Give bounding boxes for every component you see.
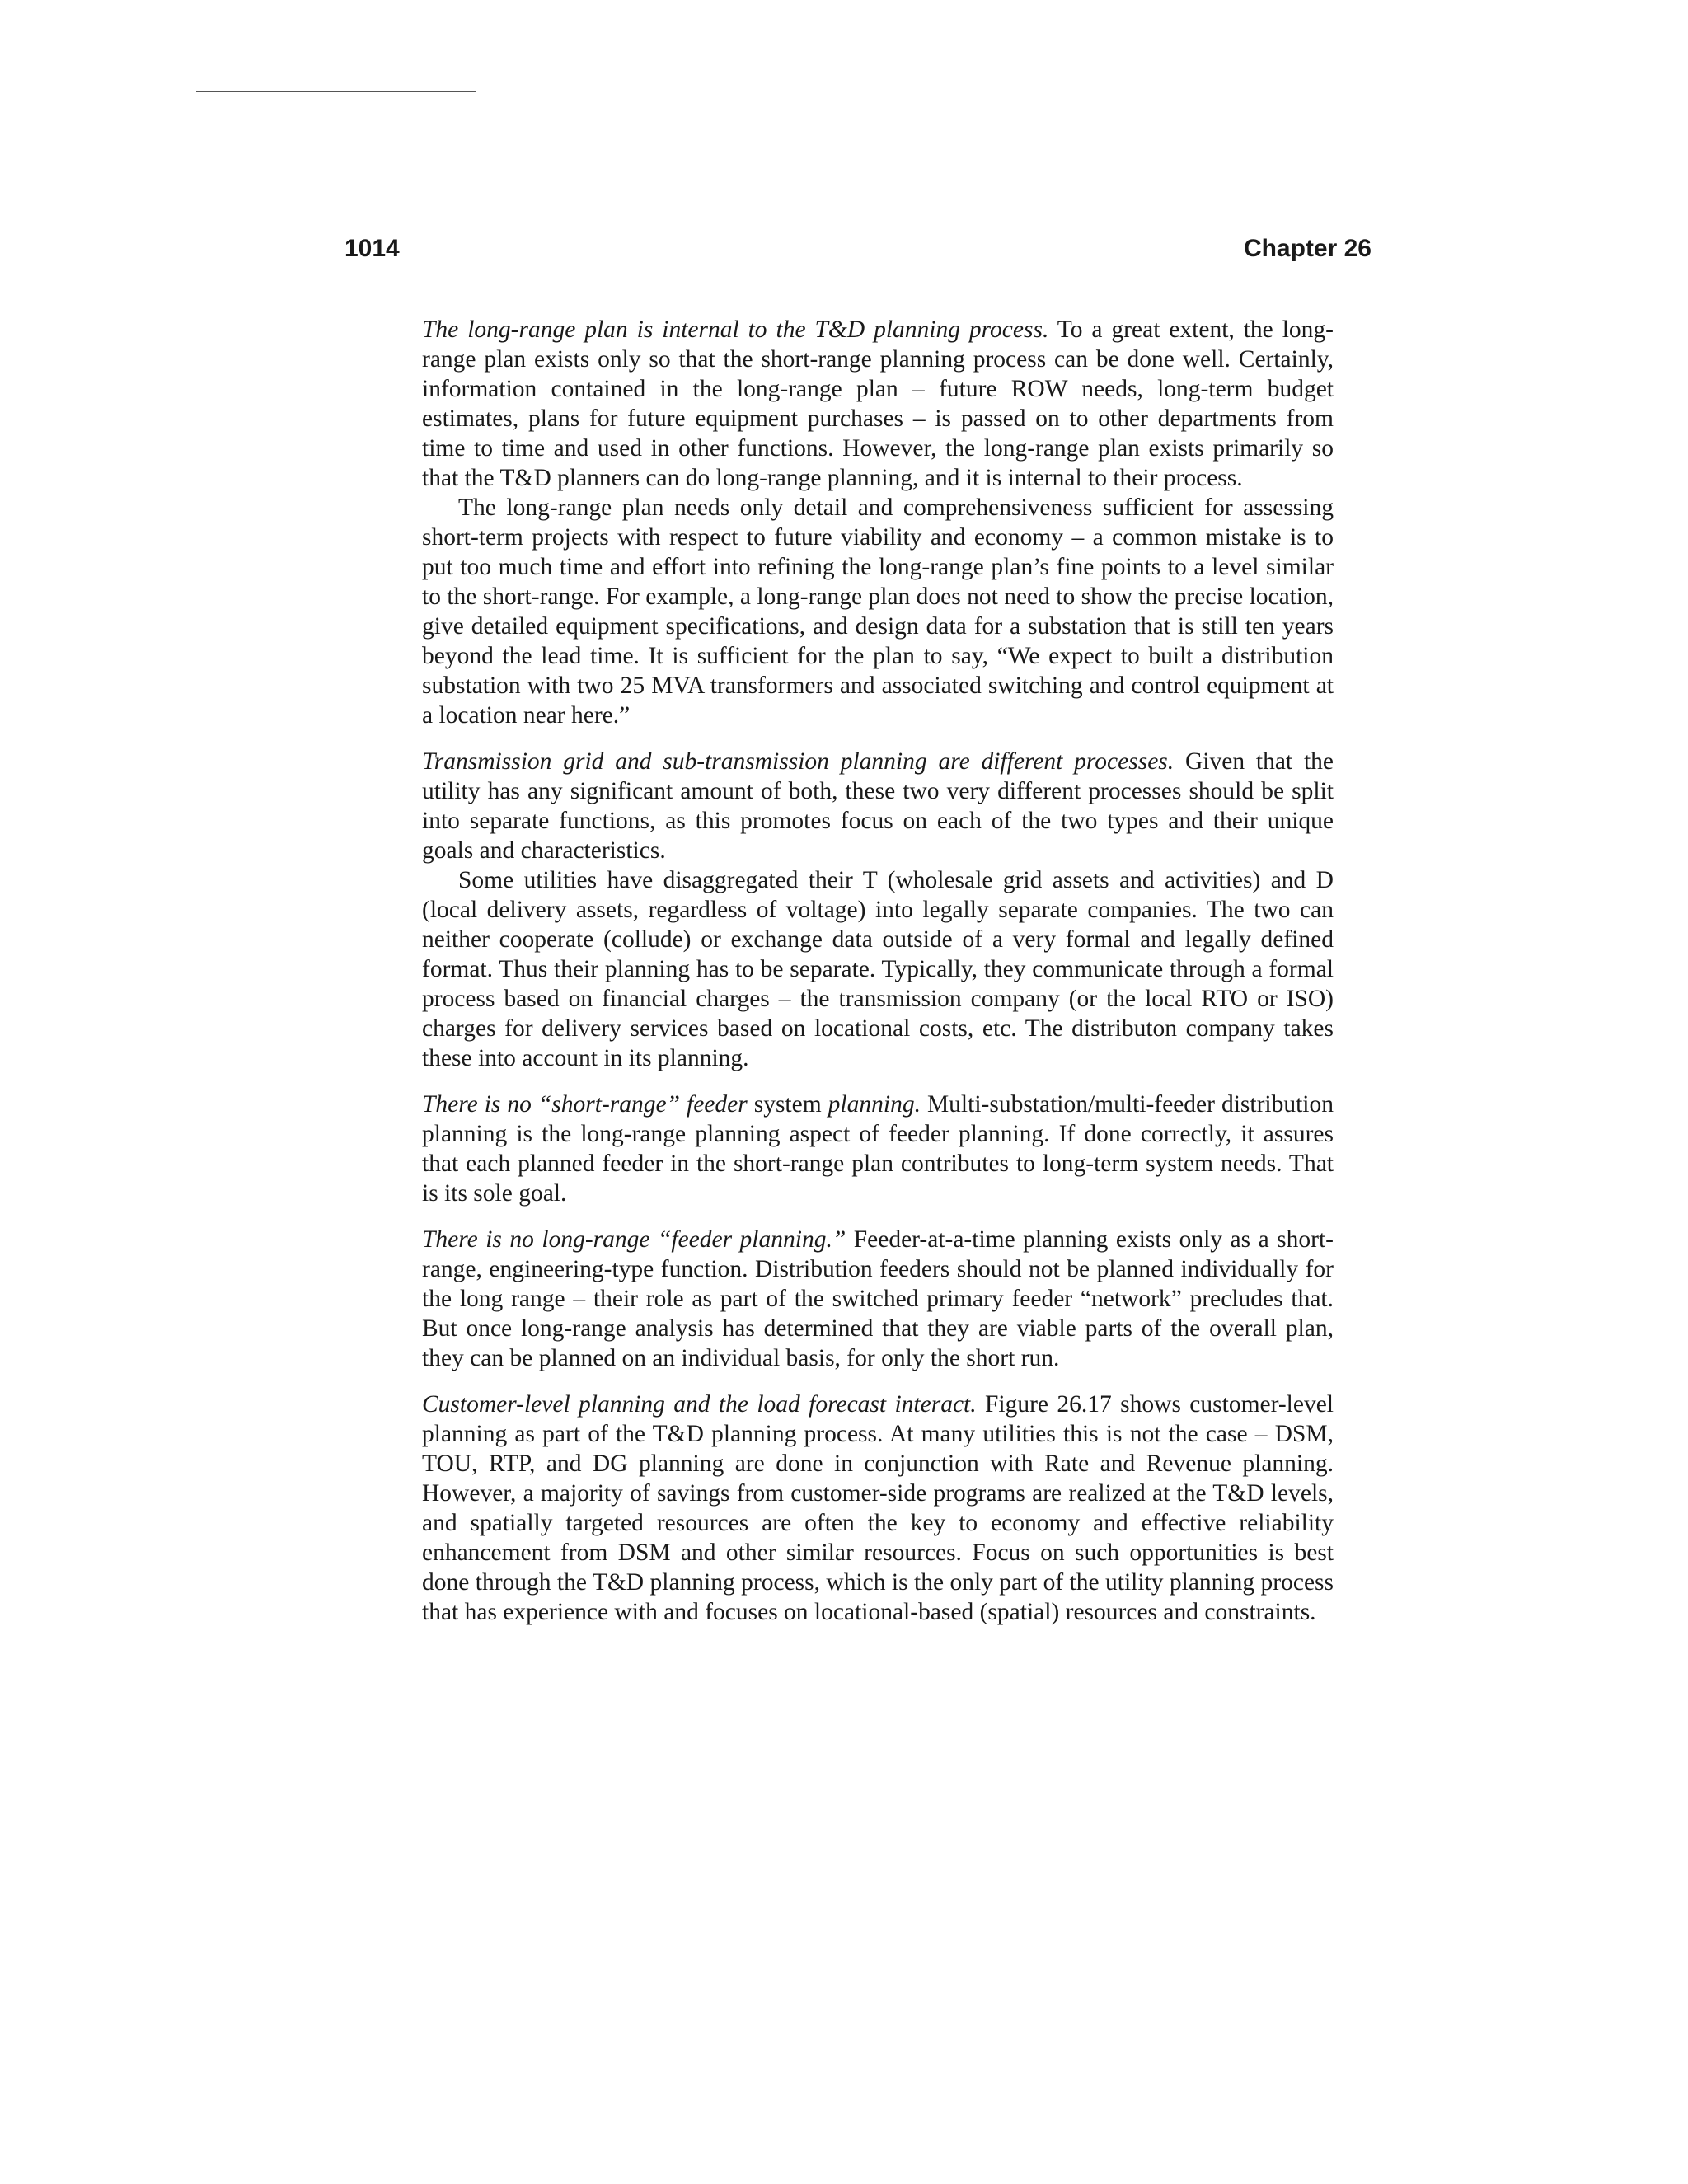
paragraph-3-lead: Transmission grid and sub-transmission planning are different processes. <box>422 748 1175 775</box>
paragraph-7-lead: Customer-level planning and the load forecast interact. <box>422 1391 977 1418</box>
paragraph-7 <box>422 1390 1334 1627</box>
paragraph-6 <box>422 1225 1334 1373</box>
paragraph-6-lead: There is no long-range “feeder planning.” <box>422 1226 846 1253</box>
paragraph-2 <box>422 493 1334 730</box>
top-rule <box>196 91 476 92</box>
paragraph-7-text: Figure 26.17 shows customer-level planning as part of the T&D planning process. At many utilities this is not the case – DSM, TOU, RTP, and DG planning are done in conjunction with Rate and Revenue planning. However, a majority of savings from customer-side programs are realized at the T&D levels, and spatially targeted resources are often the key to economy and effective reliability enhancement from DSM and other similar resources. Focus on such opportunities is best done through the T&D planning process, which is the only part of the utility planning process that has experience with and focuses on locational-based (spatial) resources and constraints. <box>422 1391 1334 1625</box>
body-text <box>422 315 1334 1627</box>
paragraph-1 <box>422 315 1334 493</box>
paragraph-1-lead: The long-range plan is internal to the T&D planning process. <box>422 316 1049 343</box>
chapter-title: Chapter 26 <box>1243 235 1372 262</box>
paragraph-5-mid: system <box>747 1091 828 1118</box>
paragraph-3 <box>422 747 1334 865</box>
paragraph-4 <box>422 865 1334 1073</box>
page-number: 1014 <box>345 235 400 262</box>
paragraph-5-lead: There is no “short-range” feeder <box>422 1091 748 1118</box>
paragraph-2-text: The long-range plan needs only detail and comprehensiveness sufficient for assessing short-term projects with respect to future viability and economy – a common mistake is to put too much time and effort into refining the long-range plan’s fine points to a level similar to the short-range. For example, a long-range plan does not need to show the precise location, give detailed equipment specifications, and design data for a substation that is still ten years beyond the lead time. It is sufficient for the plan to say, “We expect to built a distribution substation with two 25 MVA transformers and associated switching and control equipment at a location near here.” <box>422 494 1334 729</box>
paragraph-4-text: Some utilities have disaggregated their T (wholesale grid assets and activities) and D (local delivery assets, regardless of voltage) into legally separate companies. The two can neither cooperate (collude) or exchange data outside of a very formal and legally defined format. Thus their planning has to be separate. Typically, they communicate through a formal process based on financial charges – the transmission company (or the local RTO or ISO) charges for delivery services based on locational costs, etc. The distributon company takes these into account in its planning. <box>422 867 1334 1071</box>
paragraph-3-text: Given that the utility has any significant amount of both, these two very different processes should be split into separate functions, as this promotes focus on each of the two types and their unique goals and characteristics. <box>422 748 1334 864</box>
paragraph-5-lead2: planning. <box>828 1091 921 1118</box>
page-header <box>345 232 1372 265</box>
paragraph-5 <box>422 1090 1334 1208</box>
paragraph-6-text: Feeder-at-a-time planning exists only as a short-range, engineering-type function. Distribution feeders should not be planned individually for the long range – their role as part of the switched primary feeder “network” precludes that. But once long-range analysis has determined that they are viable parts of the overall plan, they can be planned on an individual basis, for only the short run. <box>422 1226 1334 1371</box>
paragraph-1-text: To a great extent, the long-range plan exists only so that the short-range planning process can be done well. Certainly, information contained in the long-range plan – future ROW needs, long-term budget estimates, plans for future equipment purchases – is passed on to other departments from time to time and used in other functions. However, the long-range plan exists primarily so that the T&D planners can do long-range planning, and it is internal to their process. <box>422 316 1334 491</box>
paragraph-5-text: Multi-substation/multi-feeder distribution planning is the long-range planning aspect of feeder planning. If done correctly, it assures that each planned feeder in the short-range plan contributes to long-term system needs. That is its sole goal. <box>422 1091 1334 1207</box>
